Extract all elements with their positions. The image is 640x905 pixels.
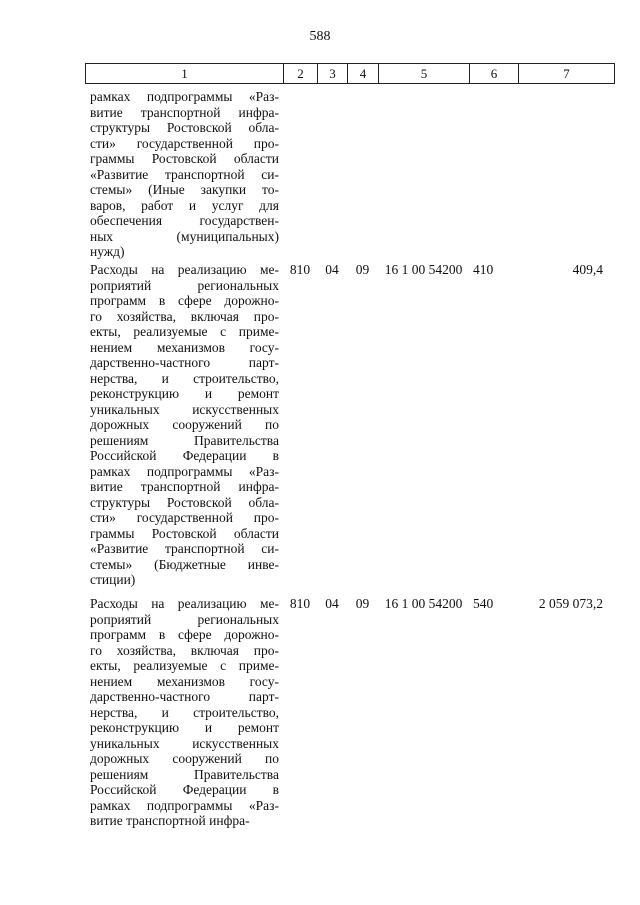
description-line: «Развитие транспортной си- xyxy=(90,166,279,182)
description-line: стемы» (Иные закупки то- xyxy=(90,182,279,197)
row-description xyxy=(85,262,283,588)
description-line: нерства, и строительство, xyxy=(90,704,279,720)
header-col-5: 5 xyxy=(379,64,470,83)
description-line: решениям Правительства xyxy=(90,766,279,782)
cell-col-4: 09 xyxy=(355,262,370,277)
description-line: обеспечения государствен- xyxy=(90,213,279,228)
description-line: Расходы на реализацию ме- xyxy=(90,262,279,277)
description-line: ных (муниципальных) xyxy=(90,228,279,244)
description-line: нерства, и строительство, xyxy=(90,370,279,386)
header-col-7: 7 xyxy=(563,66,570,81)
cell-col-3: 04 xyxy=(325,262,339,277)
description-line: рамках подпрограммы «Раз- xyxy=(90,89,279,104)
description-line: структуры Ростовской обла- xyxy=(90,494,279,510)
description-line: реконструкцию и ремонт xyxy=(90,386,279,401)
description-line: программ в сфере дорожно- xyxy=(90,293,279,308)
description-line: роприятий региональных xyxy=(90,611,279,627)
cell-col-5: 16 1 00 54200 xyxy=(384,262,463,277)
description-line: варов, работ и услуг для xyxy=(90,197,279,213)
header-col-6: 6 xyxy=(470,64,519,83)
description-line: структуры Ростовской обла- xyxy=(90,120,279,135)
cell-col-2: 810 xyxy=(289,262,311,277)
cell-col-7 xyxy=(518,89,613,260)
description-line: стемы» (Бюджетные инве- xyxy=(90,556,279,572)
cell-col-4 xyxy=(347,89,378,260)
cell-col-2 xyxy=(283,89,317,260)
description-line: уникальных искусственных xyxy=(90,401,279,417)
description-line: дорожных сооружений по xyxy=(90,751,279,766)
description-line: реконструкцию и ремонт xyxy=(90,720,279,735)
cell-col-5: 16 1 00 54200 xyxy=(384,596,463,611)
header-col-1: 1 xyxy=(86,64,284,83)
table-row xyxy=(85,262,615,588)
cell-col-7: 2 059 073,2 xyxy=(538,596,603,611)
cell-col-6: 540 xyxy=(473,596,494,611)
cell-col-6: 410 xyxy=(473,262,494,277)
description-line: стиции) xyxy=(90,572,136,587)
header-col-3: 3 xyxy=(318,64,348,83)
description-line: граммы Ростовской области xyxy=(90,151,279,166)
description-line: го хозяйства, включая про- xyxy=(90,642,279,658)
description-line: Российской Федерации в xyxy=(90,782,279,797)
cell-col-3 xyxy=(317,89,347,260)
cell-col-6 xyxy=(469,89,518,260)
cell-col-5 xyxy=(378,89,469,260)
table-row xyxy=(85,596,615,829)
table-header xyxy=(85,63,615,84)
description-line: нением механизмов госу- xyxy=(90,673,279,689)
row-description xyxy=(85,596,283,829)
description-line: го хозяйства, включая про- xyxy=(90,308,279,324)
description-line: екты, реализуемые с приме- xyxy=(90,324,279,339)
cell-col-3: 04 xyxy=(325,596,339,611)
header-col-2: 2 xyxy=(284,64,318,83)
description-line: дорожных сооружений по xyxy=(90,417,279,432)
cell-col-4: 09 xyxy=(355,596,370,611)
description-line: роприятий региональных xyxy=(90,277,279,293)
description-line: нужд) xyxy=(90,244,125,259)
description-line: сти» государственной про- xyxy=(90,510,279,525)
description-line: витие транспортной инфра- xyxy=(90,813,250,828)
description-line: дарственно-частного парт- xyxy=(90,689,279,704)
description-line: екты, реализуемые с приме- xyxy=(90,658,279,673)
description-line: рамках подпрограммы «Раз- xyxy=(90,463,279,479)
description-line: «Развитие транспортной си- xyxy=(90,541,279,556)
cell-col-7: 409,4 xyxy=(572,262,603,277)
table-row xyxy=(85,89,615,260)
description-line: Расходы на реализацию ме- xyxy=(90,596,279,611)
description-line: уникальных искусственных xyxy=(90,735,279,751)
description-line: программ в сфере дорожно- xyxy=(90,627,279,642)
description-line: нением механизмов госу- xyxy=(90,339,279,355)
description-line: решениям Правительства xyxy=(90,432,279,448)
description-line: Российской Федерации в xyxy=(90,448,279,463)
page-number: 588 xyxy=(309,29,331,44)
description-line: граммы Ростовской области xyxy=(90,525,279,541)
description-line: рамках подпрограммы «Раз- xyxy=(90,797,279,813)
row-description xyxy=(85,89,283,260)
header-col-4: 4 xyxy=(348,64,379,83)
description-line: дарственно-частного парт- xyxy=(90,355,279,370)
cell-col-2: 810 xyxy=(289,596,311,611)
description-line: витие транспортной инфра- xyxy=(90,104,279,120)
description-line: сти» государственной про- xyxy=(90,135,279,151)
description-line: витие транспортной инфра- xyxy=(90,479,279,494)
